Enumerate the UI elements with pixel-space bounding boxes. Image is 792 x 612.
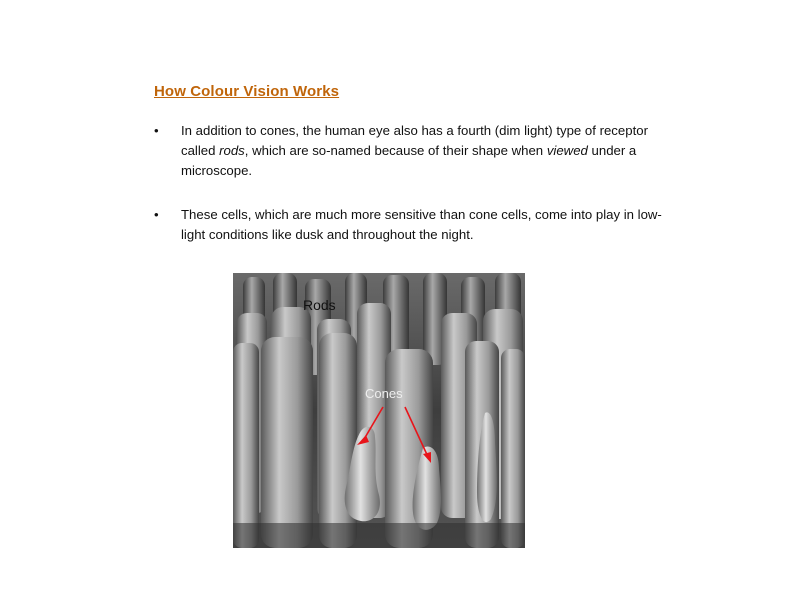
- rods-label: Rods: [303, 297, 336, 313]
- slide-title: How Colour Vision Works: [154, 83, 340, 100]
- bullet-text-italic: viewed: [546, 143, 588, 158]
- bullet-marker: •: [154, 123, 159, 138]
- bullet-text-part: under a microscope.: [181, 143, 637, 178]
- micrograph-image: [233, 273, 525, 548]
- cones-label: Cones: [365, 386, 403, 401]
- bullet-text-part: , which are so-named because of their shape when: [244, 143, 547, 158]
- bullet-marker: •: [154, 207, 159, 222]
- bullet-text-part: In addition to cones, the human eye also has a fourth (dim light) type of receptor called: [181, 123, 648, 158]
- bullet-text: These cells, which are much more sensitive than cone cells, come into play in low-light conditions like dusk and throughout the night.: [181, 207, 662, 242]
- bullet-text-italic: rods: [219, 143, 245, 158]
- bullet-text: [181, 121, 671, 181]
